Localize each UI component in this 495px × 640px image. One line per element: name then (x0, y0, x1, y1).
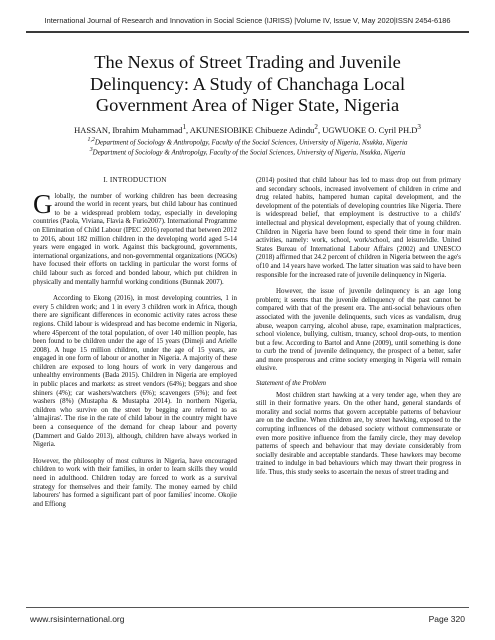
author-sup: 2 (314, 123, 318, 131)
author-name: HASSAN, Ibrahim Muhammad (74, 124, 183, 135)
paragraph: However, the issue of juvenile delinquency is an age long problem; it seems that the juvenile delinquency of the past cannot be compared with that of the present era. The anti-social behaviours often associated with the juvenile delinquents, such vices as vandalism, drug abuse, weapon carrying, alcohol abuse, rape, examination malpractices, school violence, bullying, cultism, truancy, school drop-outs, to mention but a few. According to Bartol and Anne (2009), until something is done to curb the trend of juvenile delinquency, the prospect of a better, safer and more prosperous and crime society emerging in Nigeria will remain elusive. (256, 287, 461, 373)
affiliation-text: Department of Sociology & Anthropolgy, Faculty of the Social Sciences, University of Nigeria, Nsukka, Nigeria (94, 138, 408, 147)
affiliation-text: Department of Sociology & Anthropolgy, Faculty of the Social Sciences, University of Nigeria, Nsukka, Nigeria (92, 148, 406, 157)
subsection-heading: Statement of the Problem (256, 379, 327, 388)
affiliation (30, 147, 465, 156)
paragraph: (2014) posited that child labour has led to mass drop out from primary and secondary schools, increased involvement of children in crime and drug related habits, hampered human capital development, and the development of the potentials of developing countries like Nigeria. There is widespread belief, that employment is destructive to a child's' intellectual and physical development, especially that of young children. Children in Nigeria have been found to spend their time in four main activities, namely: work, school, work/school, and leisure/idle. United States Bureau of International Labour Affairs (2002) and UNESCO (2018) affirmed that 24.2 percent of children in Nigeria between the age's of10 and 14 years have worked. The latter situation was said to have been responsible for the increased rate of juvenile delinquency in Nigeria. (256, 176, 461, 279)
affiliation-sup: 3 (89, 147, 93, 153)
author-name: , UGWUOKE O. Cyril PH.D (317, 124, 418, 135)
page-number: Page 320 (428, 614, 465, 624)
author-line (30, 123, 465, 135)
paper-title (30, 52, 465, 117)
affiliation-sup: 1,2 (87, 137, 95, 143)
paragraph: However, the philosophy of most cultures in Nigeria, have encouraged children to work with their families, in order to learn skills they would need in adulthood. Children today are forced to work as a survival strategy for themselves and their family. The money earned by child labourers' has formed a significant part of poor families' income. Okojie and Effiong (33, 456, 237, 508)
author-name: , AKUNESIOBIKE Chibueze Adindu (185, 124, 315, 135)
section-heading-introduction: I. INTRODUCTION (103, 176, 167, 184)
title-line: Government Area of Niger State, Nigeria (95, 95, 400, 115)
left-column (33, 176, 237, 508)
paragraph-text: lobally, the number of working children has been decreasing around the world in recent years, but child labour has continued to be a widespread problem today, especially in developing countries (Paola, Viviana, Flavia & Furio2007). International Programme on Elimination of Child Labour (IPEC 2016) reported that between 2012 to 2016, about 182 million children in the developing world aged 5-14 years were engaged in work. Against this background, governments, international organizations, and non-governmental organizations (NGOs) have focused their efforts on tackling in particular the worst forms of child labour such as forced and bonded labour, which put children in physically and mentally harmful working conditions (Bunnak 2007). (33, 191, 237, 286)
author-sup: 1 (182, 123, 186, 131)
author-sup: 3 (417, 123, 421, 131)
footer-rule (26, 607, 469, 608)
affiliation (30, 137, 465, 146)
title-line: The Nexus of Street Trading and Juvenile (94, 52, 401, 72)
right-column (256, 176, 461, 477)
paragraph (33, 188, 237, 287)
paragraph: Most children start hawking at a very tender age, when they are still in their formative years. On the other hand, general standards of morality and social norms that govern acceptable patterns of behaviour are on the decline. When children are, by street hawking, exposed to the corrupting influences of the debased society without commensurate or even more positive influence from the family circle, they may develop patterns of speech and behaviour that may deviate considerably from socially desirable and acceptable standards. These hawkers may become trained to indulge in bad behaviours which may thwart their progress in life. Thus, this study seeks to ascertain the nexus of street trading and (256, 390, 461, 476)
header-rule (26, 31, 469, 33)
journal-header: International Journal of Research and Innovation in Social Science (IJRISS) |Volume IV, Issue V, May 2020|ISSN 2454-6186 (44, 16, 451, 25)
drop-cap: G (33, 188, 53, 219)
footer-website-link[interactable]: www.rsisinternational.org (30, 614, 125, 624)
title-line: Delinquency: A Study of Chanchaga Local (89, 73, 406, 94)
paragraph: According to Ekong (2016), in most developing countries, 1 in every 5 children work; and 1 in every 3 children work in Africa, though there are significant differences in economic activity rates across these regions. Child labour is widespread and has become endemic in Nigeria, where 45percent of the total population, of over 140 million people, has been found to be children under the age of 15 years (Dimeji and Arielle 2008). A huge 15 million children, under the age of 15 years, are engaged in one form of labour or another in Nigeria. A majority of these children are exposed to long hours of work in very dangerous and unhealthy environments (Bada 2015). Children in Nigeria are employed in public places and markets: as street vendors (64%); beggars and shoe shiners (4%); car washers/watchers (6%); scavengers (5%); and feet washers (8%) (Mustapha & Mustapha 2014). In northern Nigeria, children who survive on the street by begging are referred to as 'almajiras'. The rise in the rate of child labour in the country might have been a consequence of the demand for cheap labour and poverty (Dammert and Galdo 2013), although, children have always worked in Nigeria. (33, 294, 237, 449)
